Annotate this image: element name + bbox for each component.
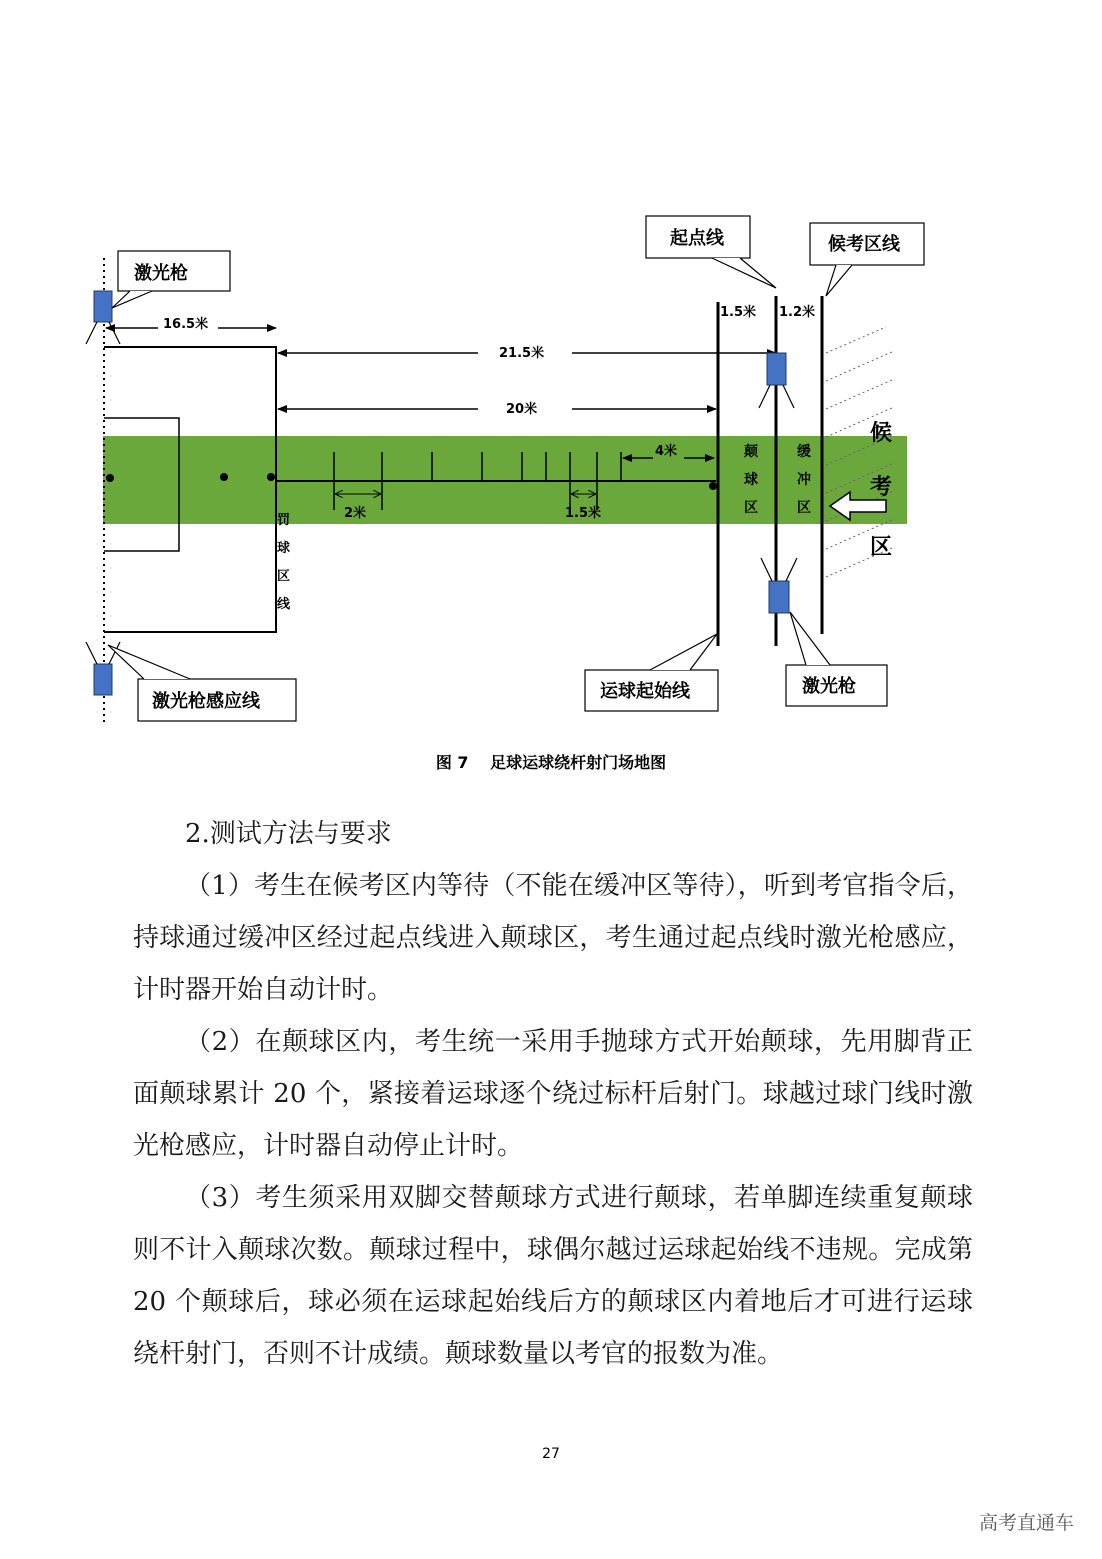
callout-laser-sense-line-text: 激光枪感应线 [152,691,260,712]
goal-dot [106,474,114,482]
dim-1-2m-zone: 1.2米 [779,305,816,320]
laser-gun-bottom-right-leg-l [761,558,772,581]
penalty-line-char-3: 区 [277,569,291,584]
dim-1-5m-zone: 1.5米 [720,305,757,320]
dim-20m: 20米 [506,402,538,417]
penalty-spot [220,473,228,481]
laser-gun-bottom-right [761,558,797,613]
laser-gun-top-right-leg-l [759,385,770,408]
penalty-line-char-4: 线 [277,597,291,612]
laser-gun-top-right-body [767,353,786,385]
laser-gun-top-left-leg-r [109,322,120,344]
callout-dribble-start-line [585,634,718,711]
callout-start-line-text: 起点线 [670,228,724,249]
callout-dribble-start-line-text: 运球起始线 [600,681,690,702]
penalty-line-dot [267,473,275,481]
laser-gun-top-left-leg-l [86,322,97,344]
dribble-start-dot [709,482,717,490]
laser-gun-bottom-left-body [94,664,112,695]
laser-gun-bottom-left-leg-l [86,642,97,664]
paragraph-1: （1）考生在候考区内等待（不能在缓冲区等待），听到考官指令后，持球通过缓冲区经过起点线进入颠球区，考生通过起点线时激光枪感应，计时器开始自动计时。 [133,871,973,1005]
laser-gun-bottom-right-body [769,581,789,613]
callout-laser-sense-line [108,645,296,721]
paragraph-3: （3）考生须采用双脚交替颠球方式进行颠球，若单脚连续重复颠球则不计入颠球次数。颠球过程中，球偶尔越过运球起始线不违规。完成第 20 个颠球后，球必须在运球起始线后方的颠球区内着地后才可进行运球绕杆射门，否则不计成绩。颠球数量以考官的报数为准。 [133,1183,973,1369]
juggling-zone-char-2: 球 [744,472,758,488]
callout-laser-top-left [112,251,230,308]
penalty-line-char-1: 罚 [277,513,291,528]
callout-laser-bottom-right [786,612,887,706]
buffer-zone-char-2: 冲 [797,472,811,488]
buffer-zone-char-1: 缓 [797,444,811,460]
penalty-line-char-2: 球 [277,541,291,556]
dim-4m: 4米 [655,444,678,459]
dim-2m: 2米 [344,506,367,521]
callout-laser-top-left-text: 激光枪 [134,263,188,284]
paragraph-2: （2）在颠球区内，考生统一采用手抛球方式开始颠球，先用脚背正面颠球累计 20 个，紧接着运球逐个绕过标杆后射门。球越过球门线时激光枪感应，计时器自动停止计时。 [133,1027,973,1161]
laser-gun-top-left-body [94,291,112,322]
waiting-zone-char-1: 候 [870,421,893,446]
callout-laser-bottom-right-text: 激光枪 [802,676,856,697]
field-diagram [0,0,1102,740]
figure-caption: 图 7 足球运球绕杆射门场地图 [435,753,667,772]
waiting-zone-char-3: 区 [870,535,893,560]
dim-16-5m: 16.5米 [163,317,209,332]
callout-start-line [646,216,776,288]
waiting-zone-char-2: 考 [870,475,893,500]
watermark: 高考直通车 [978,1512,1074,1534]
dim-1-5m-pole: 1.5米 [565,506,602,521]
laser-gun-top-right-leg-r [783,385,794,408]
dim-21-5m: 21.5米 [499,346,545,361]
page-number: 27 [542,1446,560,1462]
callout-waiting-zone-line-text: 候考区线 [828,234,900,255]
callout-waiting-zone-line [810,223,924,296]
section-body [133,808,973,1380]
section-heading: 2.测试方法与要求 [185,819,392,849]
buffer-zone-char-3: 区 [797,500,811,516]
laser-gun-bottom-right-leg-r [786,558,797,581]
juggling-zone-char-1: 颠 [744,444,758,460]
juggling-zone-char-3: 区 [744,500,758,516]
